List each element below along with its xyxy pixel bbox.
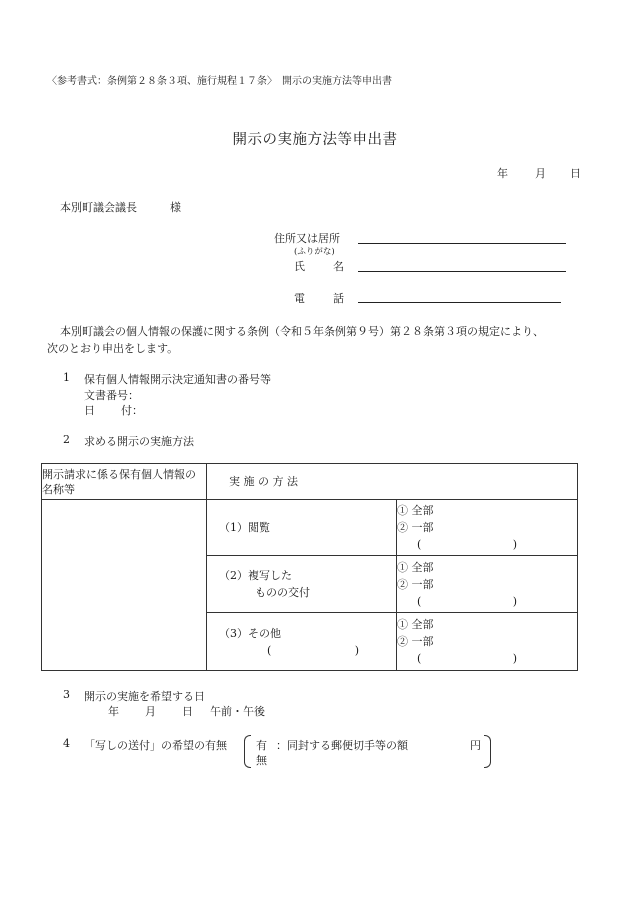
address-field[interactable]	[358, 243, 566, 244]
section1-number: 1	[63, 371, 70, 384]
document-title: 開示の実施方法等申出書	[232, 132, 398, 148]
left-bracket	[244, 735, 251, 768]
body-text-line-2: 次のとおり申出をします。	[47, 342, 179, 355]
option-partial[interactable]: ② 一部	[397, 577, 434, 591]
section3-number: 3	[63, 688, 70, 701]
paren-open: (	[417, 594, 422, 608]
notice-date-label-1: 日	[84, 404, 95, 417]
name-field[interactable]	[358, 271, 566, 272]
doc-number-label: 文書番号：	[84, 389, 139, 402]
options-cell	[397, 613, 578, 671]
paren-close: )	[512, 538, 517, 551]
preferred-month-label: 月	[145, 705, 156, 718]
preferred-year-label: 年	[108, 705, 119, 718]
paren-close: )	[354, 643, 359, 657]
header-info-name: 開示請求に係る保有個人情報の名称等	[42, 464, 207, 500]
method-label: （1）閲覧	[219, 521, 270, 534]
option-partial[interactable]: ② 一部	[397, 521, 434, 534]
date-month-label: 月	[535, 167, 546, 180]
am-pm-choice[interactable]: 午前・午後	[210, 705, 265, 718]
mailing-no-option[interactable]: 無	[256, 754, 267, 767]
option-partial[interactable]: ② 一部	[397, 635, 434, 648]
header-method: 実 施 の 方 法	[207, 464, 578, 500]
options-cell	[397, 556, 578, 613]
paren-open: (	[417, 652, 422, 665]
info-name-cell[interactable]	[42, 500, 207, 671]
section3-heading: 開示の実施を希望する日	[84, 690, 205, 703]
paren-open: (	[267, 643, 272, 657]
addressee-honorific: 様	[170, 201, 181, 214]
other-method-field[interactable]	[219, 642, 359, 659]
mailing-yes-option[interactable]: 有	[256, 739, 267, 752]
paren-close: )	[512, 652, 517, 665]
address-label: 住所又は居所	[274, 232, 340, 245]
section4-number: 4	[63, 737, 70, 750]
right-bracket	[484, 735, 491, 768]
name-label-2: 名	[333, 260, 344, 273]
phone-field[interactable]	[358, 302, 561, 303]
phone-label-2: 話	[333, 292, 344, 305]
body-text-line-1: 本別町議会の個人情報の保護に関する条例（令和５年条例第９号）第２８条第３項の規定により、	[60, 325, 544, 338]
furigana-label: (ふりがな)	[294, 247, 335, 257]
option-all[interactable]: ① 全部	[397, 504, 434, 517]
reference-note: 〈参考書式：条例第２８条３項、施行規程１７条〉 開示の実施方法等申出書	[47, 76, 392, 87]
section2-number: 2	[63, 433, 70, 446]
table-row	[42, 500, 578, 556]
partial-detail-field[interactable]	[397, 536, 517, 553]
option-all[interactable]: ① 全部	[397, 618, 434, 631]
method-label: （3）その他	[219, 626, 281, 640]
section4-heading: 「写しの送付」の希望の有無	[84, 739, 227, 752]
paren-open: (	[417, 538, 422, 551]
date-year-label: 年	[497, 167, 508, 180]
method-cell	[207, 613, 397, 671]
option-all[interactable]: ① 全部	[397, 560, 434, 574]
preferred-day-label: 日	[182, 705, 193, 718]
postage-amount-label: ：同封する郵便切手等の額	[276, 739, 408, 752]
disclosure-method-table	[41, 463, 578, 671]
notice-date-label-2: 付：	[121, 404, 143, 417]
section1-heading: 保有個人情報開示決定通知書の番号等	[84, 373, 271, 386]
partial-detail-field[interactable]	[397, 593, 517, 610]
method-label-cont: ものの交付	[255, 586, 310, 599]
partial-detail-field[interactable]	[397, 650, 517, 667]
paren-close: )	[512, 594, 517, 608]
method-cell	[207, 500, 397, 556]
section2-heading: 求める開示の実施方法	[84, 435, 194, 448]
options-cell	[397, 500, 578, 556]
addressee: 本別町議会議長	[60, 201, 137, 214]
name-label-1: 氏	[294, 260, 305, 273]
date-day-label: 日	[570, 167, 581, 180]
phone-label-1: 電	[294, 292, 305, 305]
method-cell	[207, 556, 397, 613]
yen-label: 円	[470, 739, 481, 752]
table-header-row	[42, 464, 578, 500]
method-label: （2）複写した	[219, 569, 292, 582]
